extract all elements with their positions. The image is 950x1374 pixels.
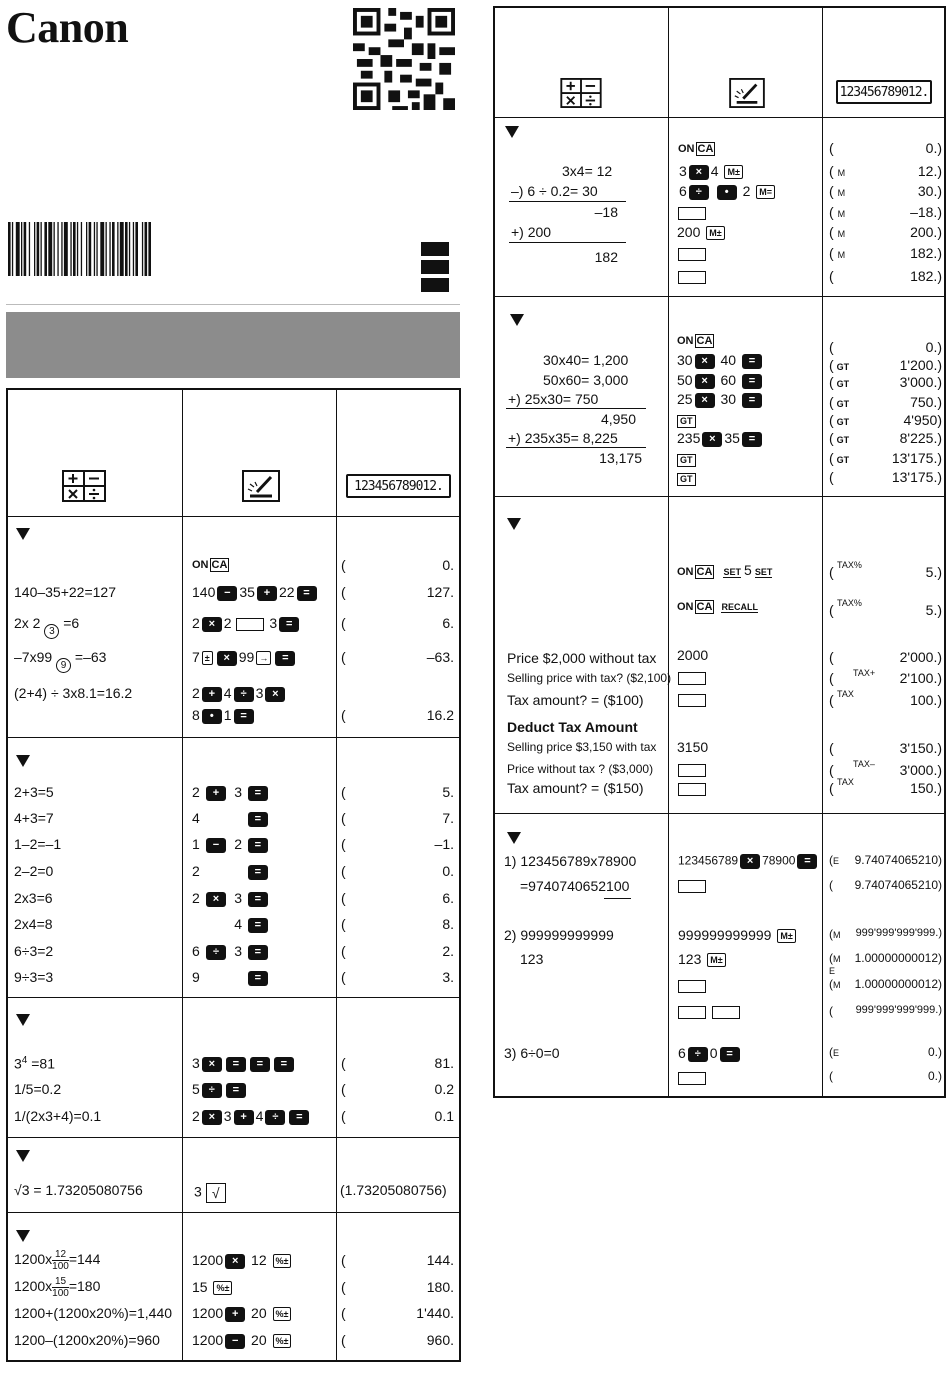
row-divider — [495, 813, 944, 814]
paren: ( M — [829, 245, 846, 261]
column-divider — [668, 8, 669, 1096]
expression: 1/5=0.2 — [14, 1081, 62, 1097]
section-marker-icon — [16, 1230, 30, 1242]
paren: ( — [341, 1252, 346, 1268]
key-sequence: 50 × 60 = — [677, 373, 764, 389]
display-value: 0.2 — [434, 1081, 454, 1097]
row-divider — [495, 496, 944, 497]
display-value: 150.) — [910, 780, 942, 796]
paren: ( — [341, 810, 346, 826]
display-value: 8'225.) — [899, 430, 942, 446]
key-sequence: 6 ÷ • 2 M= — [679, 184, 777, 200]
display-value: 6. — [442, 615, 454, 631]
paren: ( — [341, 1279, 346, 1295]
paren: ( — [341, 557, 346, 573]
key-sequence: 235 × 35 = — [677, 431, 764, 447]
expression: Selling price with tax? ($2,100) — [507, 671, 672, 685]
key-sequence: 6 ÷ 3 = — [192, 944, 270, 960]
title-banner — [6, 312, 460, 378]
divider — [6, 304, 460, 305]
paren: ( M — [829, 204, 846, 220]
black-marker — [421, 278, 449, 292]
display-value: 2'100.) — [899, 670, 942, 686]
paren: ( M — [829, 183, 846, 199]
row-divider — [8, 1212, 459, 1213]
display-header: 123456789012. — [346, 474, 451, 498]
section-marker-icon — [505, 126, 519, 138]
section-marker-icon — [16, 528, 30, 540]
paren: ( M — [829, 163, 846, 179]
paren: ( — [829, 469, 834, 485]
section-marker-icon — [507, 518, 521, 530]
expression: 1200x $\frac{12}{100}$ =144 — [14, 1249, 101, 1272]
on-ca-key: ON CA — [677, 335, 713, 347]
expression: 1200x $\frac{15}{100}$ =180 — [14, 1276, 101, 1299]
display-value: 180. — [426, 1279, 454, 1295]
expression: –) 6 ÷ 0.2= 30 — [511, 183, 598, 199]
paren: (E — [829, 853, 840, 867]
paren: ( — [341, 707, 346, 723]
operations-icon — [62, 470, 106, 502]
key-sequence: 999999999999 M± — [678, 928, 798, 943]
row-divider — [8, 737, 459, 738]
display-value: 13'175.) — [891, 450, 942, 466]
underline — [506, 408, 646, 409]
key-sequence: 3 × = = = — [192, 1056, 296, 1072]
display-value: 1.00000000012) — [854, 951, 942, 965]
display-value: 1.00000000012) — [854, 977, 942, 991]
display-value: 0. — [442, 557, 454, 573]
on-ca-key: ON CA — [192, 559, 228, 571]
column-divider — [336, 390, 337, 1360]
paren: ( — [829, 692, 834, 708]
expression: 2–2=0 — [14, 863, 54, 879]
expression: 9÷3=3 — [14, 969, 54, 985]
qr-code — [352, 8, 456, 110]
key-operation-icon — [729, 78, 765, 108]
display-value: 0.) — [927, 1045, 942, 1059]
expression: 1200–(1200x20%)=960 — [14, 1332, 160, 1348]
expression: 1) 123456789x78900 — [504, 853, 637, 869]
key-sequence — [677, 878, 707, 893]
display-value: –18.) — [910, 204, 942, 220]
display-value: 127. — [426, 584, 454, 600]
expression: 6÷3=2 — [14, 943, 54, 959]
key-sequence: 2 × 3 + 4 ÷ = — [192, 1109, 311, 1125]
paren: ( — [341, 969, 346, 985]
expression: 2) 999999999999 — [504, 927, 614, 943]
display-value: 5.) — [925, 564, 942, 580]
expression: 2x3=6 — [14, 890, 53, 906]
paren: ( — [341, 1332, 346, 1348]
section-marker-icon — [16, 1014, 30, 1026]
expression: Price $2,000 without tax — [507, 650, 657, 666]
expression: Price without tax ? ($3,000) — [507, 762, 654, 776]
display-value: 999'999'999'999.) — [855, 1004, 942, 1016]
black-marker — [421, 260, 449, 274]
paren: ( M — [829, 224, 846, 240]
display-value: 144. — [426, 1252, 454, 1268]
paren: ( — [341, 890, 346, 906]
paren: ( — [829, 649, 834, 665]
expression: 13,175 — [599, 450, 642, 466]
paren: ( GT — [829, 374, 850, 390]
display-value: 1'440. — [416, 1305, 454, 1321]
expression: 1/(2x3+4)=0.1 — [14, 1108, 102, 1124]
paren: ( — [341, 943, 346, 959]
key-sequence — [677, 269, 707, 284]
key-sequence: 1200 − 20 %± — [192, 1333, 293, 1349]
paren: ( GT — [829, 450, 850, 466]
paren: ( GT — [829, 357, 850, 373]
expression: Tax amount? = ($150) — [507, 780, 644, 796]
paren: ( — [341, 784, 346, 800]
expression: +) 25x30= 750 — [508, 391, 599, 407]
display-value: 960. — [426, 1332, 454, 1348]
paren: ( GT — [829, 394, 850, 410]
key-sequence: 3 × 4 M± — [679, 164, 745, 180]
key-sequence — [677, 246, 707, 261]
display-value: 1'200.) — [899, 357, 942, 373]
underline — [506, 447, 646, 448]
paren: ( — [829, 140, 834, 156]
key-sequence — [677, 205, 707, 220]
paren: ( — [829, 564, 834, 580]
paren: ( — [341, 836, 346, 852]
row-divider — [8, 516, 459, 517]
section-heading: Deduct Tax Amount — [507, 719, 638, 735]
display-value: 0.) — [925, 339, 942, 355]
expression: 1–2=–1 — [14, 836, 62, 852]
display-value: 6. — [442, 890, 454, 906]
key-sequence: 6 ÷ 0 = — [678, 1046, 742, 1062]
paren: ( — [341, 916, 346, 932]
display-value: 12.) — [917, 163, 942, 179]
row-divider — [495, 296, 944, 297]
display-value: –1. — [434, 836, 454, 852]
key-sequence: 7 ± × 99 → = — [192, 650, 297, 666]
paren: ( — [341, 1055, 346, 1071]
key-sequence: 25 × 30 = — [677, 392, 764, 408]
indicator: TAX — [837, 689, 854, 699]
paren: (E — [829, 1045, 840, 1059]
display-value: 2'000.) — [899, 649, 942, 665]
key-sequence: 4 = — [192, 917, 270, 933]
indicator: TAX — [837, 777, 854, 787]
key-operation-icon — [242, 470, 280, 502]
brand-logo: Canon — [6, 3, 129, 52]
expression: Tax amount? = ($100) — [507, 692, 644, 708]
display-value: 2. — [442, 943, 454, 959]
expression: 30x40= 1,200 — [543, 352, 629, 368]
display-value: 9.74074065210) — [854, 853, 942, 867]
underline — [604, 898, 631, 899]
paren: ( — [341, 1305, 346, 1321]
key-sequence: 123456789 × 78900 = — [678, 854, 819, 869]
display-value: 3'150.) — [899, 740, 942, 756]
key-sequence: 4 = — [192, 811, 270, 827]
section-marker-icon — [510, 314, 524, 326]
expression: 123 — [520, 951, 544, 967]
paren: ( — [829, 670, 834, 686]
key-sequence: ON CA SET 5 SET — [677, 562, 773, 578]
row-divider — [495, 117, 944, 118]
display-value: (1.73205080756) — [340, 1182, 447, 1198]
display-value: 0. — [442, 863, 454, 879]
column-divider — [182, 390, 183, 1360]
paren: ( — [829, 339, 834, 355]
expression: 3x4= 12 — [562, 163, 613, 179]
paren: ( — [341, 615, 346, 631]
key-sequence: 1200 × 12 %± — [192, 1253, 293, 1269]
key-sequence: 8 • 1 = — [192, 708, 256, 724]
display-header: 123456789012. — [836, 80, 932, 104]
paren: ( — [829, 1069, 833, 1083]
key-sequence: 123 M± — [678, 952, 728, 967]
key-sequence: 3150 — [677, 739, 709, 755]
key-sequence: 1200 + 20 %± — [192, 1306, 293, 1322]
display-value: 16.2 — [426, 707, 454, 723]
paren: ( — [829, 1004, 833, 1018]
indicator: TAX% — [837, 598, 862, 608]
row-divider — [8, 997, 459, 998]
indicator: TAX+ — [853, 668, 876, 678]
display-value: 8. — [442, 916, 454, 932]
display-value: 200.) — [910, 224, 942, 240]
key-sequence: 2 = — [192, 864, 270, 880]
paren: (M — [829, 927, 841, 941]
expression: 4+3=7 — [14, 810, 54, 826]
key-sequence — [677, 781, 707, 796]
paren: ( — [341, 863, 346, 879]
gt-key: GT — [677, 412, 696, 428]
key-sequence: 2 × 3 = — [192, 891, 270, 907]
display-value: 5. — [442, 784, 454, 800]
column-divider — [822, 8, 823, 1096]
expression: 3) 6÷0=0 — [504, 1045, 560, 1061]
black-marker — [421, 242, 449, 256]
expression: 50x60= 3,000 — [543, 372, 629, 388]
display-value: 5.) — [925, 602, 942, 618]
display-value: 750.) — [910, 394, 942, 410]
section-marker-icon — [507, 832, 521, 844]
paren: ( — [829, 602, 834, 618]
key-sequence — [677, 978, 707, 993]
paren: ( — [341, 584, 346, 600]
display-value: 81. — [434, 1055, 454, 1071]
display-value: –63. — [426, 649, 454, 665]
paren: ( GT — [829, 430, 850, 446]
operations-icon — [560, 78, 602, 108]
display-value: 182.) — [910, 268, 942, 284]
display-value: 0.1 — [434, 1108, 454, 1124]
key-sequence: 15 %± — [192, 1280, 234, 1295]
expression: =9740740652100 — [520, 878, 630, 894]
key-sequence: 5 ÷ = — [192, 1082, 248, 1098]
paren: (M E — [829, 951, 841, 976]
expression: –18 — [594, 204, 618, 220]
paren: ( — [829, 268, 834, 284]
gt-key: GT — [677, 470, 696, 486]
display-value: 0.) — [925, 140, 942, 156]
underline — [509, 242, 626, 243]
expression: 2x 2 3 =6 — [14, 615, 80, 637]
indicator: TAX% — [837, 560, 862, 570]
display-value: 3. — [442, 969, 454, 985]
expression: +) 235x35= 8,225 — [508, 430, 618, 446]
key-sequence — [677, 670, 707, 685]
expression: 140–35+22=127 — [14, 584, 116, 600]
expression: 2x4=8 — [14, 916, 53, 932]
display-value: 13'175.) — [891, 469, 942, 485]
key-sequence: 9 = — [192, 970, 270, 986]
on-ca-key: ON CA — [678, 143, 714, 155]
key-sequence: 140 − 35 + 22 = — [192, 585, 319, 601]
display-value: 3'000.) — [899, 374, 942, 390]
key-sequence: 30 × 40 = — [677, 353, 764, 369]
expression: $3^4 =81$ — [14, 1055, 55, 1072]
paren: ( — [829, 878, 833, 892]
key-sequence: 1 − 2 = — [192, 837, 270, 853]
display-value: 0.) — [927, 1069, 942, 1083]
key-sequence: 3 √ — [194, 1183, 226, 1203]
paren: ( — [341, 1081, 346, 1097]
barcode — [8, 222, 206, 276]
key-sequence: 2 × 2 3 = — [192, 616, 301, 632]
display-value: 100.) — [910, 692, 942, 708]
display-value: 30.) — [917, 183, 942, 199]
section-marker-icon — [16, 755, 30, 767]
display-value: 182.) — [910, 245, 942, 261]
key-sequence: 200 M± — [677, 225, 727, 240]
gt-key: GT — [677, 451, 696, 467]
key-sequence — [677, 1070, 707, 1085]
paren: ( — [829, 762, 834, 778]
paren: ( — [341, 1108, 346, 1124]
key-sequence: 2000 — [677, 647, 709, 663]
key-sequence — [677, 692, 707, 707]
display-value: 4'950) — [903, 412, 942, 428]
expression: 2+3=5 — [14, 784, 54, 800]
expression: +) 200 — [511, 224, 552, 240]
paren: ( GT — [829, 412, 850, 428]
key-sequence: 2 + 4 ÷ 3 × — [192, 686, 287, 702]
expression: Selling price $3,150 with tax — [507, 740, 657, 754]
paren: ( — [829, 780, 834, 796]
key-sequence: 2 + 3 = — [192, 785, 270, 801]
expression: 182 — [594, 249, 618, 265]
paren: ( — [829, 740, 834, 756]
row-divider — [8, 1137, 459, 1138]
display-value: 999'999'999'999.) — [855, 927, 942, 939]
key-sequence: ON CA RECALL — [677, 601, 758, 613]
paren: (M — [829, 977, 841, 991]
display-value: 3'000.) — [899, 762, 942, 778]
display-value: 9.74074065210) — [854, 878, 942, 892]
expression: √3 = 1.73205080756 — [14, 1182, 143, 1198]
expression: 1200+(1200x20%)=1,440 — [14, 1305, 173, 1321]
paren: ( — [341, 649, 346, 665]
expression: –7x99 9 =–63 — [14, 649, 107, 671]
key-sequence — [677, 1004, 741, 1019]
expression: (2+4) ÷ 3x8.1=16.2 — [14, 685, 133, 701]
indicator: TAX– — [853, 759, 875, 769]
underline — [509, 201, 626, 202]
section-marker-icon — [16, 1150, 30, 1162]
expression: 4,950 — [600, 411, 636, 427]
key-sequence — [677, 762, 707, 777]
display-value: 7. — [442, 810, 454, 826]
